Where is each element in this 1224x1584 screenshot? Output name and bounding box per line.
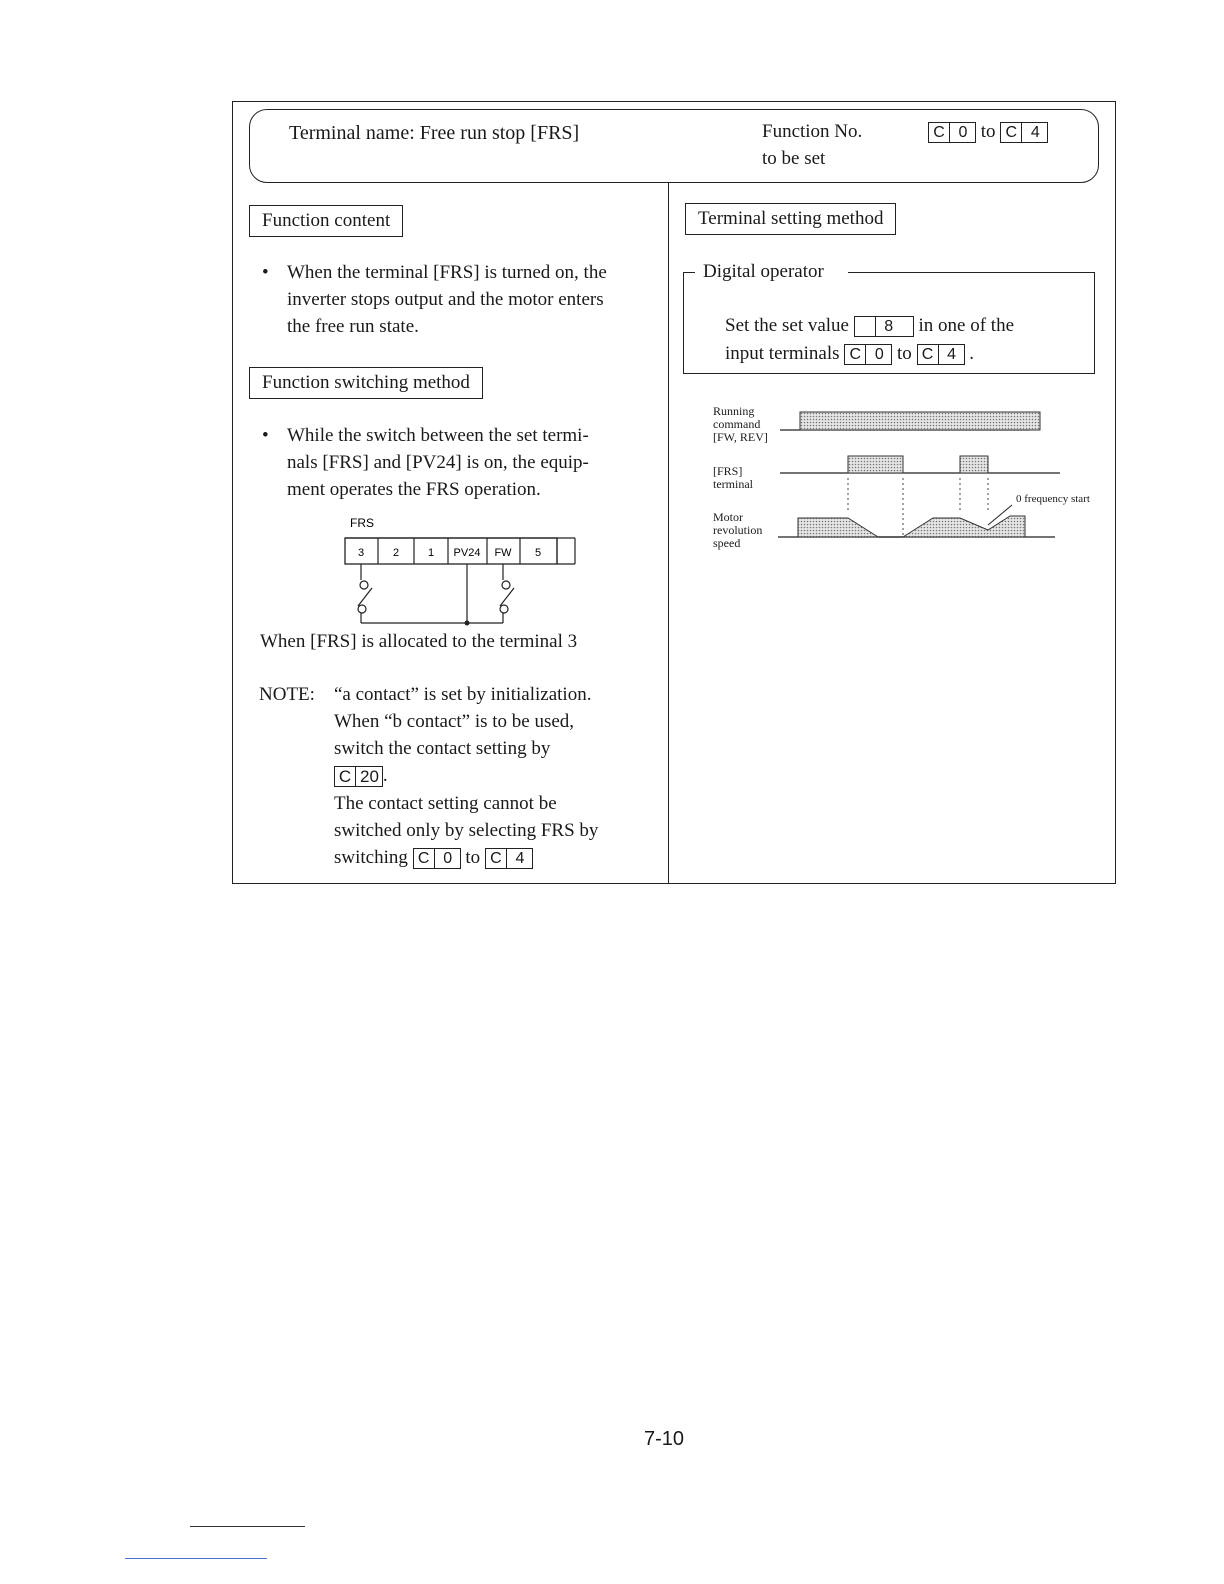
page-number: 7-10 [643, 1428, 685, 1450]
note-code-box: C 20 [334, 766, 383, 787]
column-divider [668, 182, 669, 884]
note-text: “a contact” is set by initialization. When “b contact” is to be used, switch the contact setting by C 20 . The contact setting cannot be switched only by selecting FRS by switching C 0 to C 4 [334, 684, 599, 868]
note-label: NOTE: [259, 684, 315, 705]
frs-label: FRS [350, 516, 374, 530]
range-word: to [980, 121, 996, 142]
note-code-to: C 4 [485, 848, 533, 869]
function-no-label-2: to be set [762, 148, 826, 169]
timing-chart [770, 400, 1110, 545]
code-box-from: C 0 [928, 122, 976, 143]
terminal-label: 2 [392, 547, 400, 559]
input-terminals-line: input terminals C 0 to C 4 . [725, 343, 975, 364]
digital-box-top-left [683, 272, 695, 273]
input-code-to: C 4 [917, 344, 965, 365]
switching-text: While the switch between the set termi- nals [FRS] and [PV24] is on, the equip- ment operates the FRS operation. [287, 425, 589, 500]
terminal-label: 3 [357, 547, 365, 559]
running-command-label: Running command [FW, REV] [713, 404, 768, 444]
zero-frequency-start-annotation: 0 frequency start [1016, 493, 1090, 505]
bottom-rule [190, 1526, 305, 1527]
digital-operator-label: Digital operator [699, 258, 828, 285]
bottom-blue-rule [125, 1558, 267, 1559]
function-no-label: Function No. [762, 121, 863, 142]
bullet-2: • [262, 425, 269, 446]
function-no-range [928, 118, 1048, 145]
terminal-label: 5 [534, 547, 542, 559]
function-switching-title: Function switching method [249, 367, 483, 399]
terminal-strip-diagram [330, 508, 590, 628]
terminal-label: 1 [427, 547, 435, 559]
motor-speed-label: Motor revolution speed [713, 510, 763, 550]
terminal-label: FW [494, 547, 512, 559]
code-box-to: C 4 [1000, 122, 1048, 143]
function-content-text: When the terminal [FRS] is turned on, the inverter stops output and the motor enters the free run state. [287, 262, 607, 337]
digital-box-top-right [848, 272, 1095, 273]
frs-terminal-label: [FRS] terminal [713, 464, 753, 491]
function-content-title: Function content [249, 205, 403, 237]
bullet-1: • [262, 262, 269, 283]
terminal-setting-title: Terminal setting method [685, 203, 896, 235]
terminal-label: PV24 [453, 547, 481, 559]
set-value-box: 8 [854, 316, 914, 337]
diagram-caption: When [FRS] is allocated to the terminal 3 [260, 631, 578, 652]
input-code-from: C 0 [844, 344, 892, 365]
note-code-from: C 0 [413, 848, 461, 869]
terminal-name: Terminal name: Free run stop [FRS] [289, 122, 580, 144]
set-value-line: Set the set value 8 in one of the [725, 315, 1015, 336]
